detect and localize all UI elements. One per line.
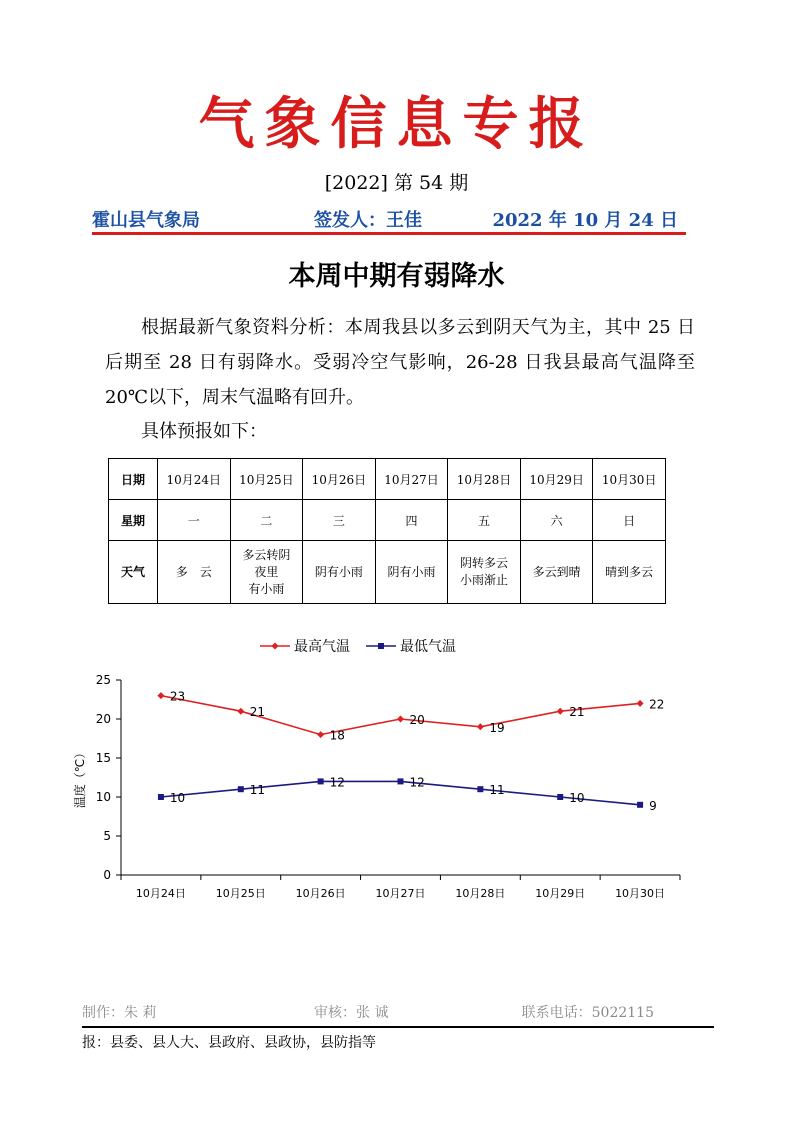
data-label: 21 (249, 705, 266, 720)
weather-cell: 阴有小雨 (375, 541, 448, 604)
headline: 本周中期有弱降水 (288, 261, 505, 292)
data-point (158, 794, 164, 800)
data-point (557, 708, 564, 715)
distribution-list: 报：县委、县人大、县政府、县政协，县防指等 (82, 1035, 376, 1051)
y-tick-label: 5 (103, 829, 111, 843)
date-cell: 10月25日 (230, 459, 303, 500)
data-label: 22 (649, 697, 665, 712)
data-label: 23 (169, 689, 186, 704)
issuer-info-line (92, 204, 686, 232)
y-tick-label: 10 (95, 790, 111, 804)
data-point (398, 778, 404, 784)
table-row-weather (109, 541, 666, 604)
forecast-table (108, 458, 666, 604)
table-row-dates (109, 459, 666, 500)
data-point (637, 802, 643, 808)
data-label: 12 (409, 775, 425, 790)
table-row-weekdays (109, 500, 666, 541)
weather-cell: 多云到晴 (520, 541, 593, 604)
masthead-title: 气象信息专报 (198, 91, 595, 157)
weekday-cell: 日 (593, 500, 666, 541)
maker-credit: 制作：朱 莉 (82, 1005, 157, 1021)
series-line-low (161, 781, 640, 804)
legend-marker (378, 643, 384, 649)
reviewer-credit: 审核：张 诚 (314, 1005, 389, 1021)
data-label: 18 (329, 728, 345, 743)
y-tick-label: 25 (95, 673, 111, 687)
x-tick-label: 10月26日 (295, 887, 346, 900)
issue-date: 2022 年 10 月 24 日 (492, 210, 678, 231)
weekday-cell: 二 (230, 500, 303, 541)
legend-marker (272, 643, 279, 650)
data-label: 10 (569, 791, 585, 805)
weather-cell: 多云转阴 夜里 有小雨 (230, 541, 303, 604)
forecast-intro: 具体预报如下： (141, 421, 267, 442)
y-axis-label: 温度（℃） (73, 746, 87, 809)
data-label: 11 (489, 783, 505, 798)
x-tick-label: 10月28日 (455, 887, 506, 900)
data-label: 12 (329, 775, 345, 790)
x-tick-label: 10月29日 (535, 887, 586, 900)
data-label: 11 (249, 783, 266, 798)
data-point (477, 786, 483, 792)
weather-cell: 阴转多云 小雨渐止 (448, 541, 521, 604)
data-point (557, 794, 563, 800)
date-cell: 10月29日 (520, 459, 593, 500)
data-point (157, 692, 164, 699)
header-divider (92, 232, 686, 235)
series-line-high (161, 696, 640, 735)
data-label: 19 (489, 720, 505, 735)
data-label: 9 (649, 798, 657, 813)
x-tick-label: 10月27日 (375, 887, 426, 900)
weekday-cell: 六 (520, 500, 593, 541)
y-tick-label: 20 (95, 712, 111, 726)
weekday-cell: 一 (158, 500, 231, 541)
y-tick-label: 15 (95, 751, 111, 765)
legend-label: 最低气温 (400, 639, 456, 655)
y-tick-label: 0 (103, 868, 111, 882)
row-label-date: 日期 (109, 459, 158, 500)
weather-cell: 阴有小雨 (303, 541, 376, 604)
issue-number: [2022] 第 54 期 (324, 172, 469, 194)
data-point (317, 731, 324, 738)
contact-phone: 联系电话：5022115 (521, 1005, 654, 1021)
date-cell: 10月26日 (303, 459, 376, 500)
bureau-name: 霍山县气象局 (92, 210, 200, 231)
data-label: 10 (169, 791, 186, 805)
weekday-cell: 三 (303, 500, 376, 541)
footer-divider (82, 1026, 714, 1028)
weekday-cell: 五 (448, 500, 521, 541)
date-cell: 10月30日 (593, 459, 666, 500)
x-tick-label: 10月30日 (615, 887, 666, 900)
weather-cell: 多 云 (158, 541, 231, 604)
temperature-chart (70, 628, 690, 918)
data-point (238, 786, 244, 792)
analysis-paragraph: 根据最新气象资料分析：本周我县以多云到阴天气为主，其中 25 日后期至 28 日有弱降水。受弱冷空气影响，26-28 日我县最高气温降至 20℃以下，周末气温略有回升。 (105, 317, 695, 408)
row-label-weather: 天气 (109, 541, 158, 604)
data-label: 21 (569, 705, 585, 720)
legend-label: 最高气温 (294, 639, 350, 655)
data-point (397, 716, 404, 723)
weather-cell: 晴到多云 (593, 541, 666, 604)
x-tick-label: 10月24日 (135, 887, 186, 900)
date-cell: 10月28日 (448, 459, 521, 500)
weekday-cell: 四 (375, 500, 448, 541)
data-point (477, 723, 484, 730)
date-cell: 10月27日 (375, 459, 448, 500)
data-point (637, 700, 644, 707)
x-tick-label: 10月25日 (215, 887, 266, 900)
data-label: 20 (409, 713, 425, 727)
data-point (318, 778, 324, 784)
row-label-weekday: 星期 (109, 500, 158, 541)
date-cell: 10月24日 (158, 459, 231, 500)
data-point (237, 708, 244, 715)
issuer-name: 签发人：王佳 (314, 210, 422, 231)
footer-credits (82, 1000, 714, 1022)
